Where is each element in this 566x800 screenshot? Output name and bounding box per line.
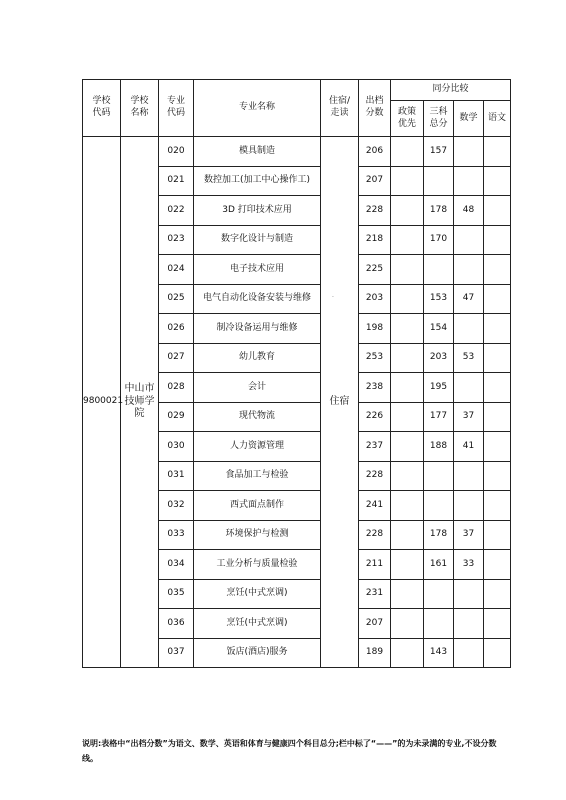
major-name-cell: 电气自动化设备安装与维修 bbox=[194, 284, 321, 314]
major-code-cell: 026 bbox=[159, 314, 194, 344]
major-name-cell: 食品加工与检验 bbox=[194, 461, 321, 491]
major-code-cell: 024 bbox=[159, 255, 194, 285]
score-cell: 253 bbox=[359, 343, 391, 373]
header-school-name: 学校名称 bbox=[121, 80, 159, 137]
table-row bbox=[83, 137, 511, 167]
policy-cell bbox=[391, 550, 424, 580]
major-name-cell: 烹饪(中式烹调) bbox=[194, 579, 321, 609]
admission-score-table bbox=[82, 79, 511, 668]
chinese-cell bbox=[484, 579, 511, 609]
three-total-cell: 161 bbox=[424, 550, 454, 580]
score-cell: 225 bbox=[359, 255, 391, 285]
policy-cell bbox=[391, 491, 424, 521]
major-name-cell: 西式面点制作 bbox=[194, 491, 321, 521]
major-code-cell: 031 bbox=[159, 461, 194, 491]
math-cell: 47 bbox=[454, 284, 484, 314]
school-name: 中山市技师学院 bbox=[124, 383, 155, 420]
score-cell: 203 bbox=[359, 284, 391, 314]
math-cell bbox=[454, 461, 484, 491]
major-code-cell: 028 bbox=[159, 373, 194, 403]
three-total-cell: 154 bbox=[424, 314, 454, 344]
math-cell bbox=[454, 255, 484, 285]
chinese-cell bbox=[484, 609, 511, 639]
major-code-cell: 027 bbox=[159, 343, 194, 373]
chinese-cell bbox=[484, 196, 511, 226]
major-code-cell: 030 bbox=[159, 432, 194, 462]
math-cell bbox=[454, 638, 484, 668]
major-name-cell: 烹饪(中式烹调) bbox=[194, 609, 321, 639]
policy-cell bbox=[391, 638, 424, 668]
math-cell: 41 bbox=[454, 432, 484, 462]
three-total-cell: 188 bbox=[424, 432, 454, 462]
policy-cell bbox=[391, 343, 424, 373]
chinese-cell bbox=[484, 284, 511, 314]
major-code-cell: 021 bbox=[159, 166, 194, 196]
policy-cell bbox=[391, 520, 424, 550]
three-total-cell: 178 bbox=[424, 196, 454, 226]
score-cell: 238 bbox=[359, 373, 391, 403]
policy-cell bbox=[391, 432, 424, 462]
math-cell: 53 bbox=[454, 343, 484, 373]
three-total-cell: 143 bbox=[424, 638, 454, 668]
header-residency: 住宿/走读 bbox=[321, 80, 359, 137]
major-name-cell: 电子技术应用 bbox=[194, 255, 321, 285]
major-code-cell: 023 bbox=[159, 225, 194, 255]
math-cell: 37 bbox=[454, 402, 484, 432]
score-cell: 237 bbox=[359, 432, 391, 462]
score-cell: 206 bbox=[359, 137, 391, 167]
score-cell: 228 bbox=[359, 196, 391, 226]
major-code-cell: 022 bbox=[159, 196, 194, 226]
three-total-cell bbox=[424, 166, 454, 196]
major-code-cell: 032 bbox=[159, 491, 194, 521]
three-total-cell: 178 bbox=[424, 520, 454, 550]
score-cell: 231 bbox=[359, 579, 391, 609]
math-cell bbox=[454, 225, 484, 255]
header-three-total: 三科总分 bbox=[424, 101, 454, 137]
math-cell bbox=[454, 373, 484, 403]
chinese-cell bbox=[484, 166, 511, 196]
chinese-cell bbox=[484, 137, 511, 167]
major-name-cell: 现代物流 bbox=[194, 402, 321, 432]
header-major-name: 专业名称 bbox=[194, 80, 321, 137]
major-name-cell: 模具制造 bbox=[194, 137, 321, 167]
major-name-cell: 幼儿教育 bbox=[194, 343, 321, 373]
three-total-cell: 157 bbox=[424, 137, 454, 167]
header-major-code: 专业代码 bbox=[159, 80, 194, 137]
major-name-cell: 数字化设计与制造 bbox=[194, 225, 321, 255]
chinese-cell bbox=[484, 343, 511, 373]
chinese-cell bbox=[484, 638, 511, 668]
score-cell: 211 bbox=[359, 550, 391, 580]
math-cell: 48 bbox=[454, 196, 484, 226]
policy-cell bbox=[391, 137, 424, 167]
residency-cell: 住宿 bbox=[321, 137, 359, 668]
three-total-cell: 177 bbox=[424, 402, 454, 432]
score-cell: 228 bbox=[359, 461, 391, 491]
major-code-cell: 035 bbox=[159, 579, 194, 609]
chinese-cell bbox=[484, 314, 511, 344]
three-total-cell bbox=[424, 461, 454, 491]
math-cell bbox=[454, 609, 484, 639]
major-name-cell: 工业分析与质量检验 bbox=[194, 550, 321, 580]
chinese-cell bbox=[484, 550, 511, 580]
three-total-cell: 195 bbox=[424, 373, 454, 403]
major-name-cell: 饭店(酒店)服务 bbox=[194, 638, 321, 668]
math-cell bbox=[454, 491, 484, 521]
score-cell: 228 bbox=[359, 520, 391, 550]
major-name-cell: 人力资源管理 bbox=[194, 432, 321, 462]
chinese-cell bbox=[484, 520, 511, 550]
policy-cell bbox=[391, 609, 424, 639]
scan-speck: · bbox=[332, 294, 334, 301]
score-cell: 198 bbox=[359, 314, 391, 344]
school-name-cell bbox=[121, 137, 159, 668]
major-code-cell: 025 bbox=[159, 284, 194, 314]
header-math: 数学 bbox=[454, 101, 484, 137]
header-same-score: 同分比较 bbox=[391, 80, 511, 101]
three-total-cell: 153 bbox=[424, 284, 454, 314]
policy-cell bbox=[391, 461, 424, 491]
major-name-cell: 环境保护与检测 bbox=[194, 520, 321, 550]
three-total-cell bbox=[424, 609, 454, 639]
school-code-cell: 9800021 bbox=[83, 137, 121, 668]
policy-cell bbox=[391, 166, 424, 196]
chinese-cell bbox=[484, 461, 511, 491]
math-cell bbox=[454, 314, 484, 344]
three-total-cell: 203 bbox=[424, 343, 454, 373]
major-name-cell: 会计 bbox=[194, 373, 321, 403]
three-total-cell: 170 bbox=[424, 225, 454, 255]
score-cell: 189 bbox=[359, 638, 391, 668]
policy-cell bbox=[391, 579, 424, 609]
policy-cell bbox=[391, 402, 424, 432]
header-school-code: 学校代码 bbox=[83, 80, 121, 137]
score-cell: 241 bbox=[359, 491, 391, 521]
score-cell: 226 bbox=[359, 402, 391, 432]
policy-cell bbox=[391, 314, 424, 344]
policy-cell bbox=[391, 225, 424, 255]
major-name-cell: 制冷设备运用与维修 bbox=[194, 314, 321, 344]
score-cell: 207 bbox=[359, 609, 391, 639]
policy-cell bbox=[391, 284, 424, 314]
chinese-cell bbox=[484, 255, 511, 285]
major-code-cell: 020 bbox=[159, 137, 194, 167]
major-code-cell: 033 bbox=[159, 520, 194, 550]
policy-cell bbox=[391, 255, 424, 285]
major-name-cell: 数控加工(加工中心操作工) bbox=[194, 166, 321, 196]
chinese-cell bbox=[484, 225, 511, 255]
three-total-cell bbox=[424, 579, 454, 609]
major-code-cell: 029 bbox=[159, 402, 194, 432]
table-body bbox=[83, 137, 511, 668]
math-cell: 33 bbox=[454, 550, 484, 580]
footnote: 说明:表格中“出档分数”为语文、数学、英语和体育与健康四个科目总分;栏中标了“——”的为未录满的专业,不设分数线。 bbox=[82, 739, 497, 763]
math-cell bbox=[454, 137, 484, 167]
chinese-cell bbox=[484, 373, 511, 403]
score-cell: 207 bbox=[359, 166, 391, 196]
header-policy: 政策优先 bbox=[391, 101, 424, 137]
chinese-cell bbox=[484, 402, 511, 432]
math-cell bbox=[454, 166, 484, 196]
major-code-cell: 034 bbox=[159, 550, 194, 580]
major-code-cell: 037 bbox=[159, 638, 194, 668]
policy-cell bbox=[391, 373, 424, 403]
header-score: 出档分数 bbox=[359, 80, 391, 137]
policy-cell bbox=[391, 196, 424, 226]
math-cell: 37 bbox=[454, 520, 484, 550]
chinese-cell bbox=[484, 432, 511, 462]
three-total-cell bbox=[424, 491, 454, 521]
score-cell: 218 bbox=[359, 225, 391, 255]
major-code-cell: 036 bbox=[159, 609, 194, 639]
chinese-cell bbox=[484, 491, 511, 521]
three-total-cell bbox=[424, 255, 454, 285]
major-name-cell: 3D 打印技术应用 bbox=[194, 196, 321, 226]
header-chinese: 语文 bbox=[484, 101, 511, 137]
math-cell bbox=[454, 579, 484, 609]
